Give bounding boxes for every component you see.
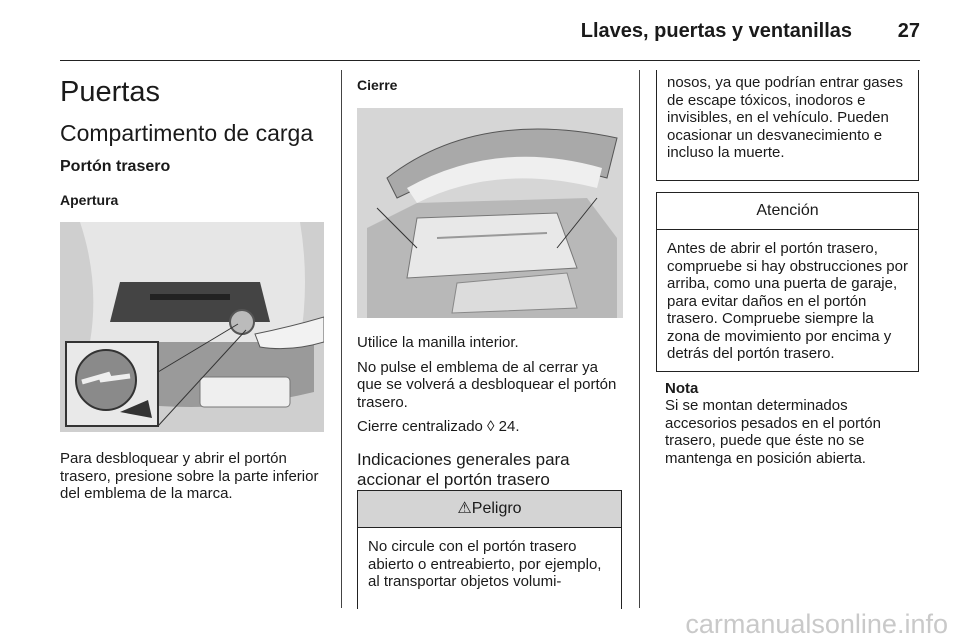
emblem-photo [60, 222, 324, 432]
danger-box-continued-text: nosos, ya que podrían entrar gases de escape tóxicos, inodoros e invisibles, en el vehículo. Pueden ocasionar un desvanecimiento e incluso la muerte. [667, 74, 903, 161]
section-title: Puertas [60, 76, 160, 108]
danger-box-text: No circule con el portón trasero abierto o entreabierto, por ejemplo, al transportar objetos volumi- [368, 538, 602, 590]
danger-box [357, 490, 622, 609]
central-locking-reference: Cierre centralizado ◊ 24. [357, 418, 520, 435]
page-header [60, 14, 920, 61]
attention-box-text: Antes de abrir el portón trasero, compruebe si hay obstrucciones por arriba, como una puerta de garaje, para evitar daños en el portón trasero. Compruebe siempre la zona de movimiento por encima y detrás del portón trasero. [667, 240, 908, 362]
topic-title: Portón trasero [60, 158, 171, 175]
note-title: Nota [665, 380, 699, 397]
column-divider [639, 70, 640, 608]
attention-box-title: Atención [657, 193, 918, 230]
danger-box-title: ⚠Peligro [358, 491, 621, 528]
opening-heading: Apertura [60, 192, 119, 208]
danger-box-continued [656, 70, 919, 181]
closing-instruction-1: Utilice la manilla interior. [357, 334, 519, 351]
general-indications-heading: Indicaciones generales para accionar el portón trasero [357, 449, 570, 489]
closing-heading: Cierre [357, 77, 398, 93]
note-block [665, 380, 923, 467]
page-number: 27 [897, 20, 920, 42]
subsection-title: Compartimento de carga [60, 120, 314, 146]
column-divider [341, 70, 342, 608]
open-tailgate-illustration [357, 108, 623, 318]
column-2 [357, 70, 623, 490]
closing-instruction-2: No pulse el emblema de al cerrar ya que se volverá a desbloquear el portón trasero. [357, 358, 617, 411]
open-tailgate-photo [357, 108, 623, 318]
note-text: Si se montan determinados accesorios pesados en el portón trasero, puede que éste no se mantenga en posición abierta. [665, 397, 881, 467]
opening-instructions: Para desbloquear y abrir el portón trasero, presione sobre la parte inferior del emblema de la marca. [60, 450, 319, 502]
tailgate-emblem-illustration [60, 222, 324, 432]
header-title: Llaves, puertas y ventanillas [580, 20, 852, 42]
site-watermark: carmanualsonline.info [685, 609, 948, 639]
column-1 [60, 70, 326, 503]
attention-box [656, 192, 919, 372]
